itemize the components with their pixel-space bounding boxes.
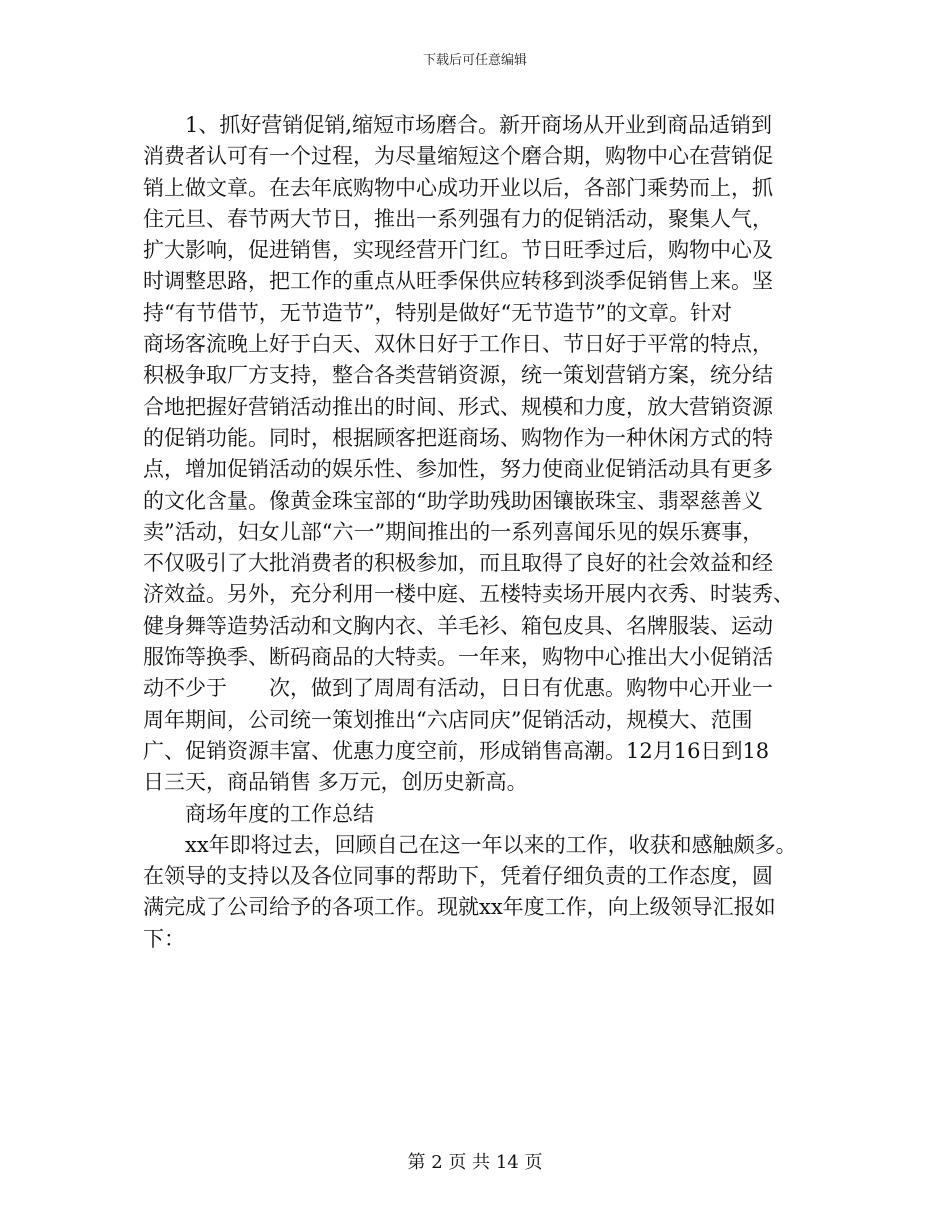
text-line: 下： <box>143 926 185 951</box>
section-title: 商场年度的工作总结 <box>185 801 374 826</box>
text-line: 健身舞等造势活动和文胸内衣、羊毛衫、箱包皮具、名牌服装、运动 <box>143 613 773 638</box>
page-number: 第 2 页 共 14 页 <box>407 1152 543 1173</box>
text-line: 积极争取厂方支持，整合各类营销资源，统一策划营销方案，统分结 <box>143 363 773 388</box>
text-line: 周年期间，公司统一策划推出“六店同庆”促销活动，规模大、范围 <box>143 707 753 732</box>
text-line: 广、促销资源丰富、优惠力度空前，形成销售高潮。12月16日到18 <box>143 738 770 763</box>
text-line: 时调整思路，把工作的重点从旺季保供应转移到淡季促销售上来。坚 <box>143 269 773 294</box>
text-line: 持“有节借节，无节造节”，特别是做好“无节造节”的文章。针对 <box>143 300 732 325</box>
text-line: 的促销功能。同时，根据顾客把逛商场、购物作为一种休闲方式的特 <box>143 425 773 450</box>
text-line: 日三天，商品销售 多万元，创历史新高。 <box>143 770 528 795</box>
text-line: xx年即将过去，回顾自己在这一年以来的工作，收获和感触颇多。 <box>185 832 797 857</box>
text-line: 合地把握好营销活动推出的时间、形式、规模和力度，放大营销资源 <box>143 394 773 419</box>
text-line: 服饰等换季、断码商品的大特卖。一年来，购物中心推出大小促销活 <box>143 645 773 670</box>
text-line: 点，增加促销活动的娱乐性、参加性，努力使商业促销活动具有更多 <box>143 457 773 482</box>
text-line: 不仅吸引了大批消费者的积极参加，而且取得了良好的社会效益和经 <box>143 551 773 576</box>
text-line: 动不少于 次，做到了周周有活动，日日有优惠。购物中心开业一 <box>143 676 773 701</box>
text-line: 销上做文章。在去年底购物中心成功开业以后，各部门乘势而上，抓 <box>143 175 773 200</box>
text-line: 在领导的支持以及各位同事的帮助下，凭着仔细负责的工作态度，圆 <box>143 864 773 889</box>
text-line: 济效益。另外，充分利用一楼中庭、五楼特卖场开展内衣秀、时装秀、 <box>143 582 794 607</box>
text-line: 1、抓好营销促销,缩短市场磨合。新开商场从开业到商品适销到 <box>185 113 773 137</box>
text-line: 扩大影响，促进销售，实现经营开门红。节日旺季过后，购物中心及 <box>143 238 773 263</box>
text-line: 消费者认可有一个过程，为尽量缩短这个磨合期，购物中心在营销促 <box>143 144 773 169</box>
page-header-note: 下载后可任意编辑 <box>422 53 527 68</box>
text-line: 住元旦、春节两大节日，推出一系列强有力的促销活动，聚集人气， <box>143 206 773 231</box>
text-line: 满完成了公司给予的各项工作。现就xx年度工作，向上级领导汇报如 <box>143 895 776 920</box>
document-body <box>143 110 823 955</box>
text-line: 商场客流晚上好于白天、双休日好于工作日、节日好于平常的特点， <box>143 332 773 357</box>
text-line: 的文化含量。像黄金珠宝部的“助学助残助困镶嵌珠宝、翡翠慈善义 <box>143 488 763 513</box>
text-line: 卖”活动，妇女儿部“六一”期间推出的一系列喜闻乐见的娱乐赛事， <box>143 519 764 544</box>
